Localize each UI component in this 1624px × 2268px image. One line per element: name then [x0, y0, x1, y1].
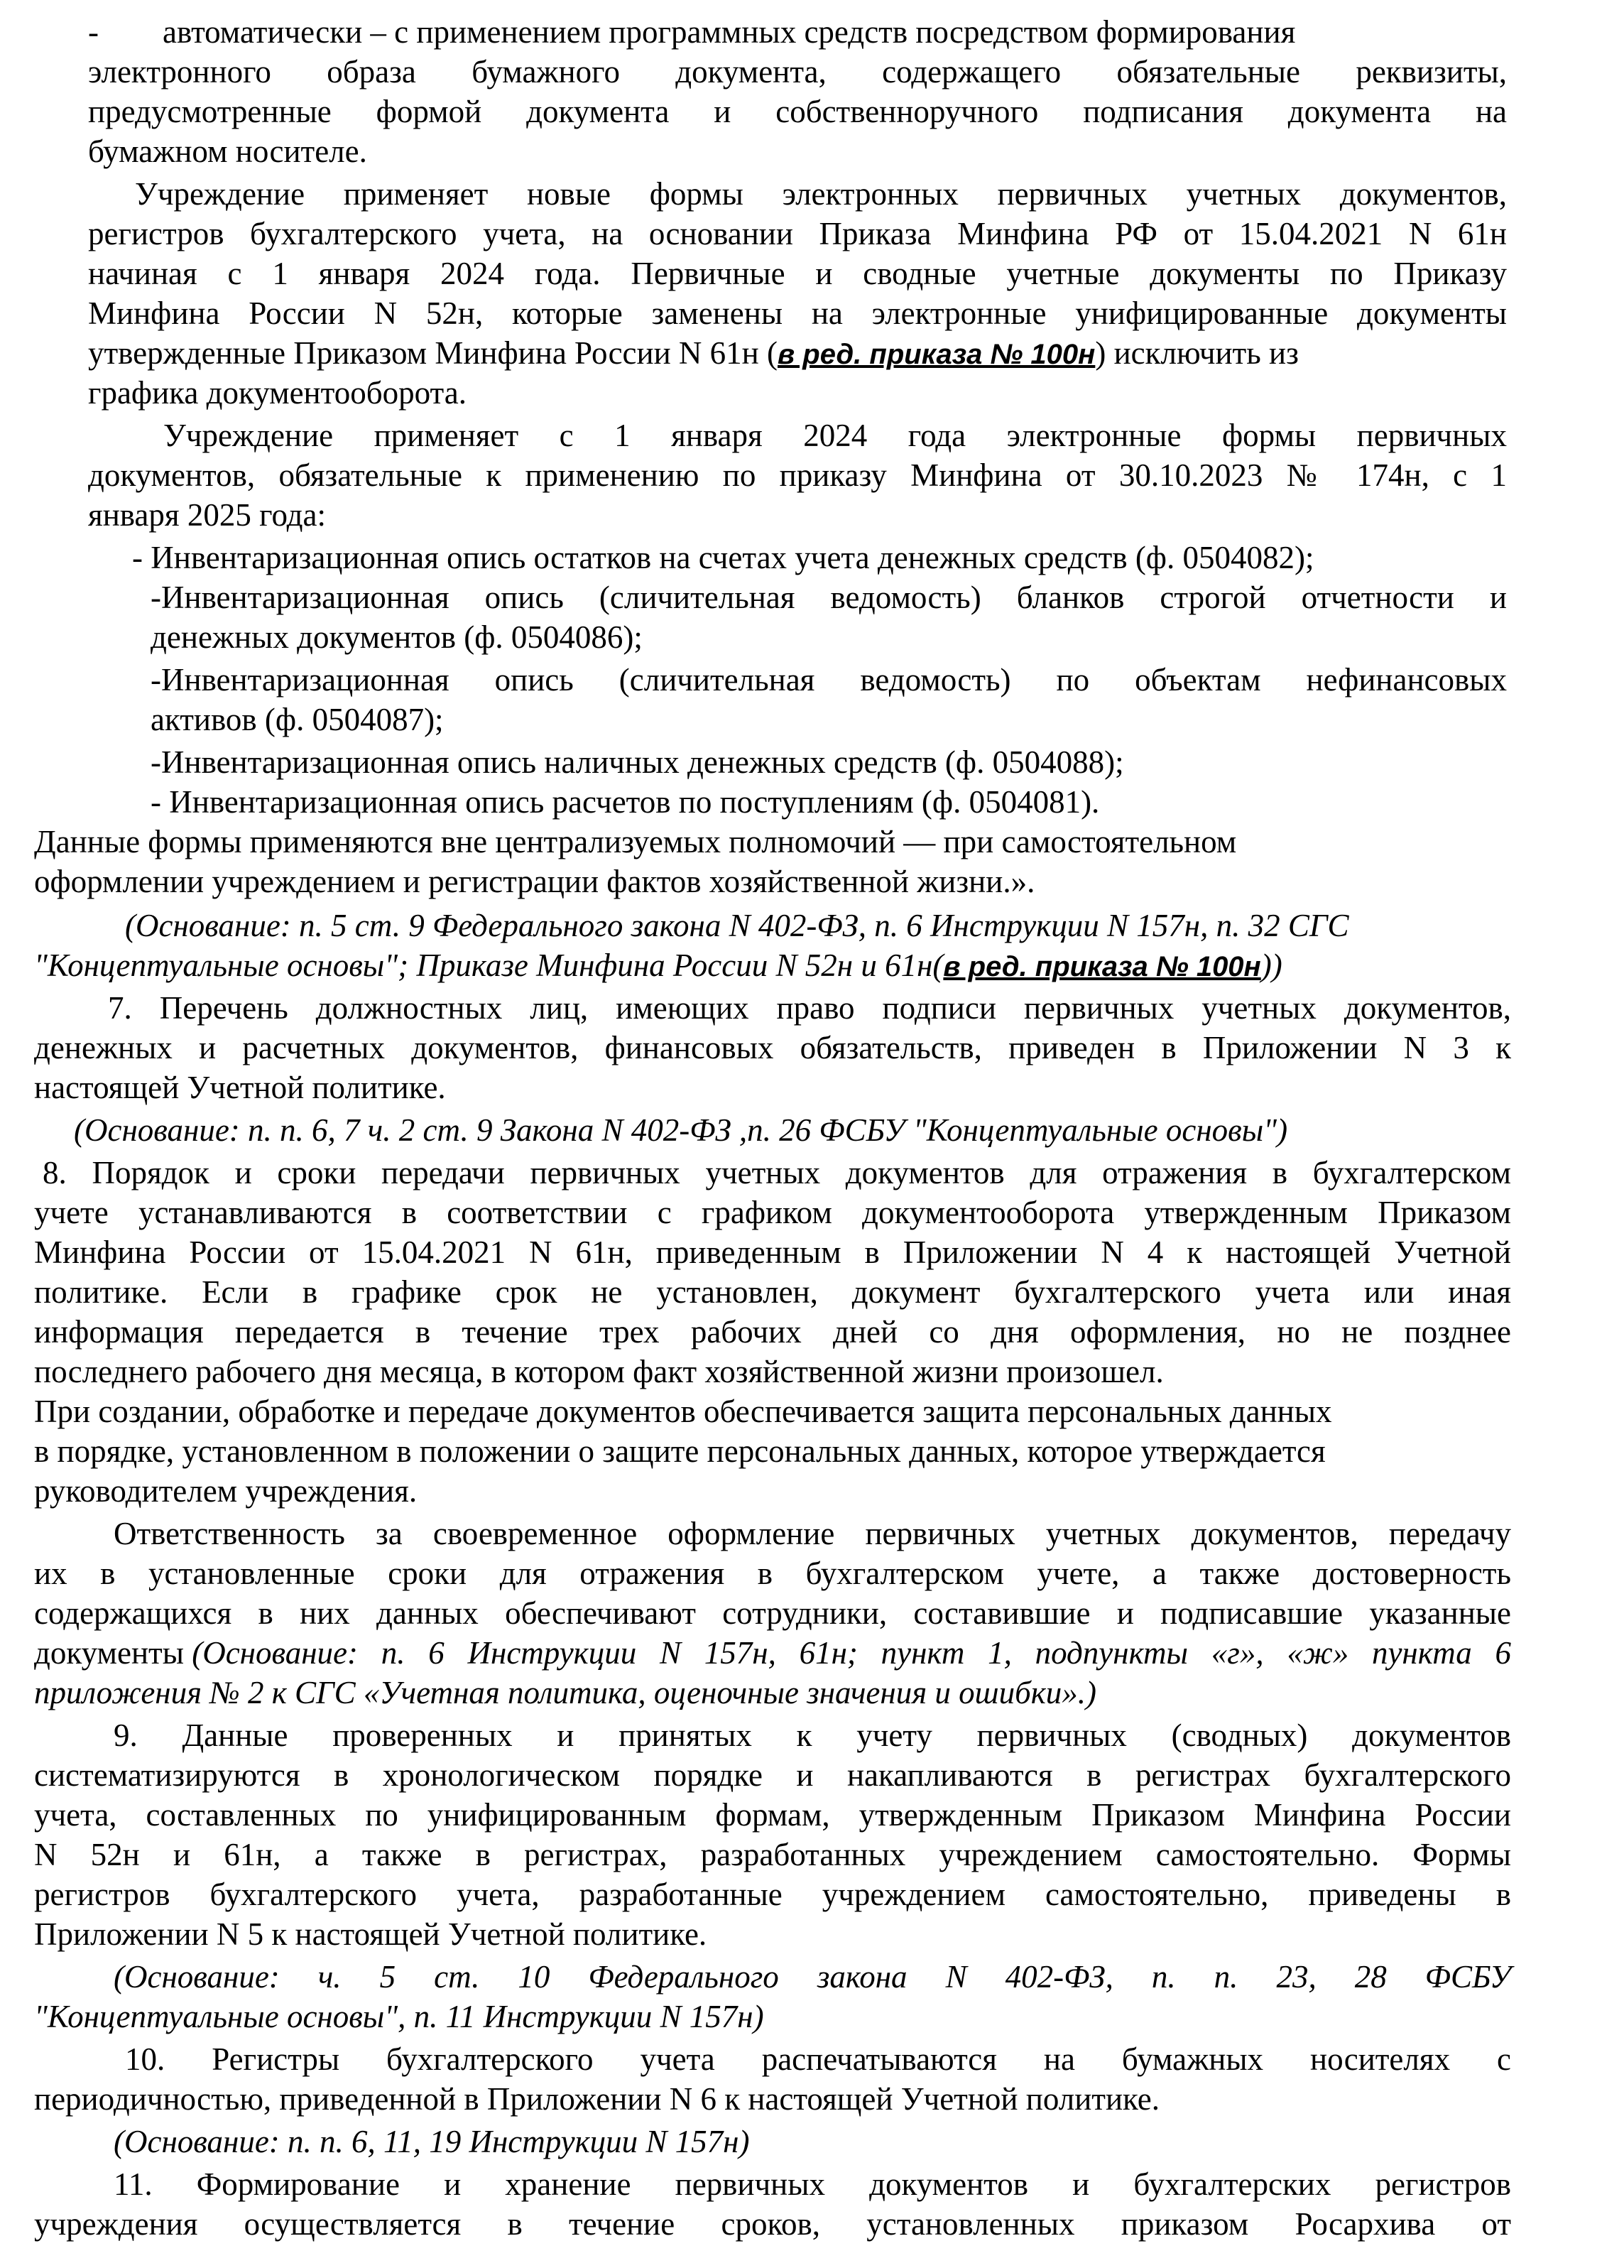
text-line: документов, обязательные к применению по приказу Минфина от 30.10.2023 № 174н, с 1	[88, 457, 1507, 493]
basis-note: приложения № 2 к СГС «Учетная политика, оценочные значения и ошибки».)	[34, 1675, 1097, 1710]
basis-note: (Основание: п. п. 6, 11, 19 Инструкции N 157н)	[114, 2124, 750, 2159]
text-line: денежных и расчетных документов, финансовых обязательств, приведен в Приложении N 3 к	[34, 1030, 1511, 1065]
text-line: 11. Формирование и хранение первичных документов и бухгалтерских регистров	[114, 2166, 1511, 2202]
text-line: Минфина России N 52н, которые заменены на электронные унифицированные документы	[88, 295, 1507, 331]
text-line: настоящей Учетной политике.	[34, 1070, 446, 1105]
basis-note: "Концептуальные основы"; Приказе Минфина России N 52н и 61н(в ред. приказа № 100н))	[34, 948, 1282, 983]
list-item: - Инвентаризационная опись расчетов по поступлениям (ф. 0504081).	[151, 784, 1100, 820]
basis-note: (Основание: п. п. 6, 7 ч. 2 ст. 9 Закона N 402-ФЗ ,п. 26 ФСБУ "Концептуальные основы")	[74, 1112, 1288, 1148]
text-line: Учреждение применяет новые формы электронных первичных учетных документов,	[135, 176, 1507, 212]
text-line: документы (Основание: п. 6 Инструкции N 157н, 61н; пункт 1, подпункты «г», «ж» пункта 6	[34, 1635, 1511, 1671]
text-line: 8. Порядок и сроки передачи первичных учетных документов для отражения в бухгалтерском	[43, 1155, 1511, 1190]
text-line: последнего рабочего дня месяца, в котором факт хозяйственной жизни произошел.	[34, 1354, 1164, 1389]
amendment-link[interactable]: в ред. приказа № 100н	[943, 951, 1261, 982]
text-line: Ответственность за своевременное оформление первичных учетных документов, передачу	[114, 1516, 1511, 1551]
basis-note: "Концептуальные основы", п. 11 Инструкции N 157н)	[34, 1999, 764, 2034]
basis-note: (Основание: ч. 5 ст. 10 Федерального закона N 402-ФЗ, п. п. 23, 28 ФСБУ	[114, 1959, 1511, 1995]
text-line: учета, составленных по унифицированным формам, утвержденным Приказом Минфина России	[34, 1797, 1511, 1833]
text-line: информация передается в течение трех рабочих дней со дня оформления, но не позднее	[34, 1314, 1511, 1350]
text-line: оформлении учреждением и регистрации фактов хозяйственной жизни.».	[34, 864, 1035, 899]
text-line: бумажном носителе.	[88, 134, 367, 169]
text-line: систематизируются в хронологическом порядке и накапливаются в регистрах бухгалтерского	[34, 1757, 1511, 1793]
text-line: политике. Если в графике срок не установлен, документ бухгалтерского учета или иная	[34, 1274, 1511, 1310]
text-line: электронного образа бумажного документа, содержащего обязательные реквизиты,	[88, 54, 1507, 89]
text-line: При создании, обработке и передаче документов обеспечивается защита персональных данных	[34, 1394, 1332, 1429]
basis-note: (Основание: п. 5 ст. 9 Федерального закона N 402-ФЗ, п. 6 Инструкции N 157н, п. 32 СГС	[125, 908, 1349, 943]
text-line: начиная с 1 января 2024 года. Первичные и сводные учетные документы по Приказу	[88, 256, 1507, 291]
amendment-link[interactable]: в ред. приказа № 100н	[778, 339, 1096, 370]
text-line: учете устанавливаются в соответствии с графиком документооборота утвержденным Приказом	[34, 1195, 1511, 1230]
text-line: регистров бухгалтерского учета, разработанные учреждением самостоятельно, приведены в	[34, 1877, 1511, 1912]
text-line: Данные формы применяются вне централизуемых полномочий — при самостоятельном	[34, 824, 1237, 859]
list-item: -Инвентаризационная опись наличных денежных средств (ф. 0504088);	[151, 744, 1124, 780]
list-item: -Инвентаризационная опись (сличительная ведомость) бланков строгой отчетности и	[151, 580, 1507, 615]
list-item: -Инвентаризационная опись (сличительная ведомость) по объектам нефинансовых	[151, 662, 1507, 698]
text-line: 9. Данные проверенных и принятых к учету первичных (сводных) документов	[114, 1718, 1511, 1753]
text-line: руководителем учреждения.	[34, 1473, 418, 1509]
text-line: Приложении N 5 к настоящей Учетной политике.	[34, 1916, 707, 1952]
text-line: их в установленные сроки для отражения в бухгалтерском учете, а также достоверность	[34, 1556, 1511, 1591]
text-line: утвержденные Приказом Минфина России N 61н (в ред. приказа № 100н) исключить из	[88, 335, 1299, 371]
text-line: января 2025 года:	[88, 497, 327, 533]
text-line: Учреждение применяет с 1 января 2024 года электронные формы первичных	[163, 418, 1507, 453]
text-line: периодичностью, приведенной в Приложении N 6 к настоящей Учетной политике.	[34, 2081, 1160, 2117]
text-line: денежных документов (ф. 0504086);	[151, 619, 643, 655]
text-line: предусмотренные формой документа и собственноручного подписания документа на	[88, 94, 1507, 129]
text-line: активов (ф. 0504087);	[151, 702, 444, 737]
text-line: 7. Перечень должностных лиц, имеющих право подписи первичных учетных документов,	[108, 990, 1511, 1026]
text-line: в порядке, установленном в положении о защите персональных данных, которое утверждается	[34, 1433, 1326, 1469]
text-line: содержащихся в них данных обеспечивают сотрудники, составившие и подписавшие указанные	[34, 1595, 1511, 1631]
text-line: - автоматически – с применением программных средств посредством формирования	[88, 14, 1296, 50]
list-item: - Инвентаризационная опись остатков на счетах учета денежных средств (ф. 0504082);	[132, 540, 1314, 575]
text-line: Минфина России от 15.04.2021 N 61н, приведенным в Приложении N 4 к настоящей Учетной	[34, 1235, 1511, 1270]
text-line: учреждения осуществляется в течение сроков, установленных приказом Росархива от	[34, 2206, 1511, 2242]
text-line: регистров бухгалтерского учета, на основании Приказа Минфина РФ от 15.04.2021 N 61н	[88, 216, 1507, 251]
text-line: 10. Регистры бухгалтерского учета распечатываются на бумажных носителях с	[125, 2041, 1511, 2077]
text-line: графика документооборота.	[88, 375, 467, 411]
text-line: N 52н и 61н, а также в регистрах, разработанных учреждением самостоятельно. Формы	[34, 1837, 1511, 1872]
